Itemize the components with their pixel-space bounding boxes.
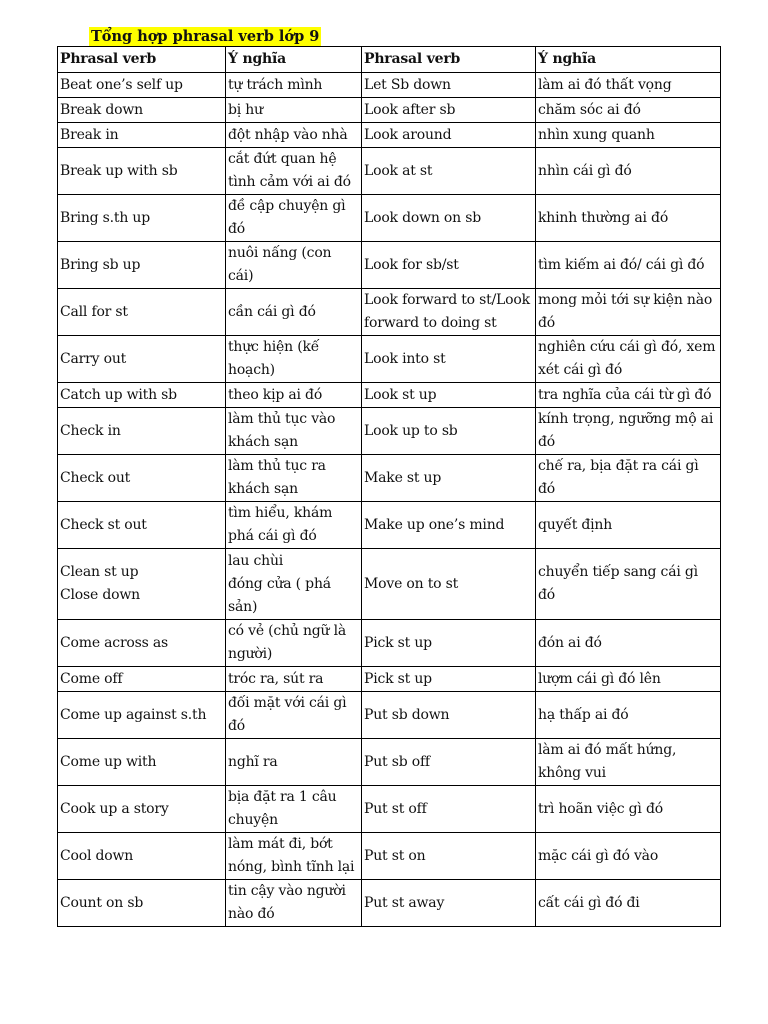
meaning-cell: thực hiện (kế hoạch) [226,336,362,383]
phrasal-verb-cell: Look up to sb [362,408,536,455]
table-row [58,692,721,739]
table-row [58,667,721,692]
phrasal-verb-cell: Clean st up Close down [58,549,226,620]
phrasal-verb-cell: Put sb off [362,739,536,786]
meaning-cell: tự trách mình [226,73,362,98]
meaning-cell: trì hoãn việc gì đó [536,786,721,833]
phrasal-verb-cell: Check in [58,408,226,455]
phrasal-verb-cell: Carry out [58,336,226,383]
phrasal-verb-cell: Check out [58,455,226,502]
meaning-cell: làm ai đó mất hứng, không vui [536,739,721,786]
phrasal-verb-cell: Look into st [362,336,536,383]
phrasal-verb-cell: Move on to st [362,549,536,620]
table-row [58,455,721,502]
phrasal-verb-cell: Look st up [362,383,536,408]
meaning-cell: đối mặt với cái gì đó [226,692,362,739]
meaning-cell: nghĩ ra [226,739,362,786]
table-row [58,408,721,455]
meaning-cell: cắt đứt quan hệ tình cảm với ai đó [226,148,362,195]
phrasal-verb-cell: Break up with sb [58,148,226,195]
meaning-cell: có vẻ (chủ ngữ là người) [226,620,362,667]
phrasal-verb-cell: Call for st [58,289,226,336]
meaning-cell: hạ thấp ai đó [536,692,721,739]
phrasal-verb-cell: Pick st up [362,620,536,667]
phrasal-verb-cell: Look down on sb [362,195,536,242]
phrasal-verb-cell: Put st away [362,880,536,927]
meaning-cell: mặc cái gì đó vào [536,833,721,880]
meaning-cell: đón ai đó [536,620,721,667]
meaning-cell: làm mát đi, bớt nóng, bình tĩnh lại [226,833,362,880]
phrasal-verb-cell: Look for sb/st [362,242,536,289]
phrasal-verb-cell: Look after sb [362,98,536,123]
meaning-cell: chuyển tiếp sang cái gì đó [536,549,721,620]
table-row [58,98,721,123]
phrasal-verb-cell: Look around [362,123,536,148]
phrasal-verb-cell: Break down [58,98,226,123]
meaning-cell: mong mỏi tới sự kiện nào đó [536,289,721,336]
table-body [58,73,721,927]
phrasal-verb-table [57,46,721,927]
phrasal-verb-cell: Count on sb [58,880,226,927]
phrasal-verb-cell: Come up with [58,739,226,786]
meaning-cell: khinh thường ai đó [536,195,721,242]
meaning-cell: chăm sóc ai đó [536,98,721,123]
meaning-cell: tin cậy vào người nào đó [226,880,362,927]
table-row [58,880,721,927]
phrasal-verb-cell: Come up against s.th [58,692,226,739]
meaning-cell: nuôi nấng (con cái) [226,242,362,289]
meaning-cell: cần cái gì đó [226,289,362,336]
phrasal-verb-cell: Cook up a story [58,786,226,833]
document-title: Tổng hợp phrasal verb lớp 9 [91,28,320,45]
table-row [58,336,721,383]
meaning-cell: kính trọng, ngưỡng mộ ai đó [536,408,721,455]
meaning-cell: bị hư [226,98,362,123]
table-row [58,73,721,98]
meaning-cell: chế ra, bịa đặt ra cái gì đó [536,455,721,502]
meaning-cell: tìm hiểu, khám phá cái gì đó [226,502,362,549]
meaning-cell: theo kịp ai đó [226,383,362,408]
meaning-cell: nghiên cứu cái gì đó, xem xét cái gì đó [536,336,721,383]
table-header-row [58,47,721,73]
table-row [58,242,721,289]
table-row [58,148,721,195]
phrasal-verb-cell: Cool down [58,833,226,880]
phrasal-verb-cell: Look at st [362,148,536,195]
header-meaning-left: Ý nghĩa [226,47,362,73]
phrasal-verb-cell: Come off [58,667,226,692]
meaning-cell: làm thủ tục vào khách sạn [226,408,362,455]
header-phrasal-verb-right: Phrasal verb [362,47,536,73]
table-row [58,786,721,833]
table-row [58,739,721,786]
meaning-cell: nhìn cái gì đó [536,148,721,195]
table-row [58,289,721,336]
meaning-cell: làm thủ tục ra khách sạn [226,455,362,502]
table-row [58,123,721,148]
meaning-cell: tìm kiếm ai đó/ cái gì đó [536,242,721,289]
phrasal-verb-cell: Look forward to st/Look forward to doing st [362,289,536,336]
meaning-cell: bịa đặt ra 1 câu chuyện [226,786,362,833]
phrasal-verb-cell: Let Sb down [362,73,536,98]
phrasal-verb-cell: Come across as [58,620,226,667]
table-row [58,383,721,408]
phrasal-verb-cell: Make up one’s mind [362,502,536,549]
table-row [58,833,721,880]
meaning-cell: tra nghĩa của cái từ gì đó [536,383,721,408]
phrasal-verb-cell: Put st off [362,786,536,833]
table-row [58,502,721,549]
phrasal-verb-cell: Check st out [58,502,226,549]
phrasal-verb-cell: Break in [58,123,226,148]
meaning-cell: nhìn xung quanh [536,123,721,148]
header-meaning-right: Ý nghĩa [536,47,721,73]
meaning-cell: lượm cái gì đó lên [536,667,721,692]
meaning-cell: tróc ra, sút ra [226,667,362,692]
table-row [58,195,721,242]
table-row [58,620,721,667]
table-row [58,549,721,620]
phrasal-verb-cell: Put sb down [362,692,536,739]
phrasal-verb-cell: Pick st up [362,667,536,692]
header-phrasal-verb-left: Phrasal verb [58,47,226,73]
phrasal-verb-cell: Bring s.th up [58,195,226,242]
phrasal-verb-cell: Catch up with sb [58,383,226,408]
meaning-cell: lau chùi đóng cửa ( phá sản) [226,549,362,620]
meaning-cell: quyết định [536,502,721,549]
meaning-cell: đề cập chuyện gì đó [226,195,362,242]
phrasal-verb-cell: Put st on [362,833,536,880]
phrasal-verb-cell: Beat one’s self up [58,73,226,98]
phrasal-verb-cell: Bring sb up [58,242,226,289]
meaning-cell: làm ai đó thất vọng [536,73,721,98]
phrasal-verb-cell: Make st up [362,455,536,502]
meaning-cell: đột nhập vào nhà [226,123,362,148]
meaning-cell: cất cái gì đó đi [536,880,721,927]
